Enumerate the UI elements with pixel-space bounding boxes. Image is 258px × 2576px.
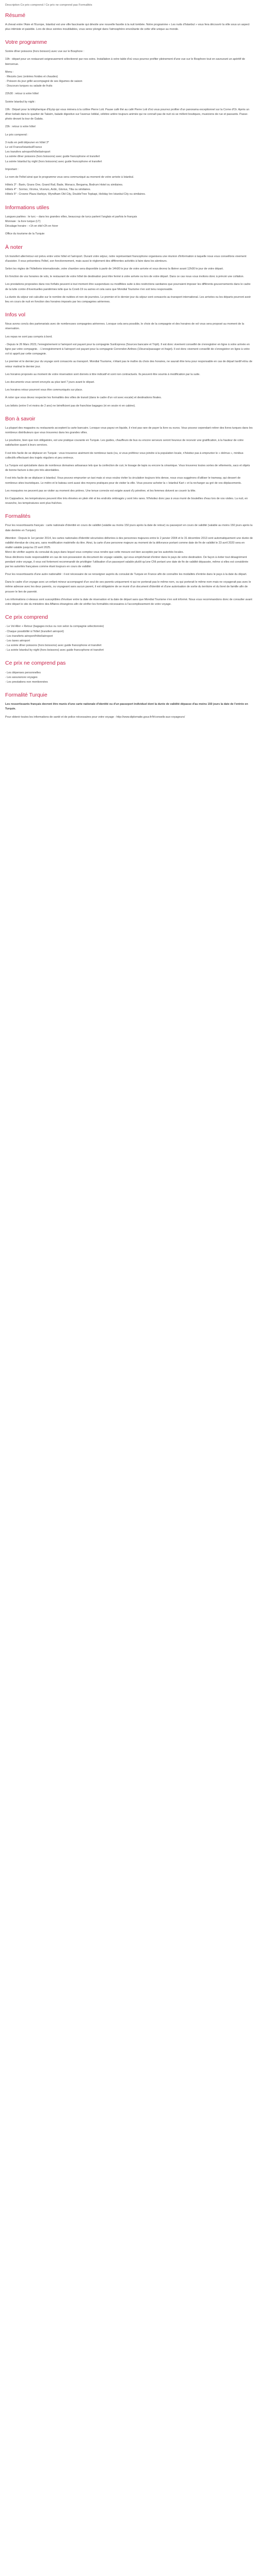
paragraph: Les prestations proposées dans nos forfaits peuvent à tout moment être suspendues ou modifiées suite à des restrictions sanitaires que pourraient imposer les différents gouvernements dans le cadre de la lutte contre d'éventuelles pandémies telle que la Covid-19 ou autres et cela sans que Mondial Tourisme n'en soit tenu responsable. <box>5 283 251 291</box>
paragraph: 19h : départ pour un restaurant soigneusement sélectionné par nos soins. Installation à votre table d'où vous pourrez profiter pleinement d'une vue sur le Bosphore tout en savourant un apéritif de bienvenue. <box>5 58 245 66</box>
paragraph: Les repas ne sont pas compris à bord. <box>5 335 53 338</box>
section-title-formalites: Formalités <box>5 513 31 520</box>
paragraph: La Turquie est spécialisée dans de nombreux domaines artisanaux tels que la confection de cuir, le tissage de tapis ou encore la céramique. Vous trouverez toutes sortes de vêtements, sacs et objets de bonne facture à des prix très abordables. <box>5 464 250 472</box>
paragraph: Nous avons conclu des partenariats avec de nombreuses compagnies aériennes. Lorsque cela sera possible, le choix de la compagnie et des horaires de vol vous sera proposé au moment de la réservation. <box>5 323 244 331</box>
section-formalites <box>5 513 253 607</box>
list-item: - Chaque possibilité à l'hôtel (transfert aéroport) <box>5 630 64 633</box>
paragraph: Le pourboire, bien que non obligatoire, est une pratique courante en Turquie. Les guides, chauffeurs de bus ou encore serveurs seront heureux de recevoir une gratification, à la hauteur de votre satisfaction quant à leurs services. <box>5 439 244 447</box>
paragraph: Office du tourisme de la Turquie <box>5 232 45 236</box>
section-title-vol: Infos vol <box>5 312 26 318</box>
section-ne-comprend <box>5 660 253 685</box>
list-item: - Les prestations non mentionnées <box>5 680 48 684</box>
paragraph: À noter que vous devez respecter les formalités des villes de transit (dans le cadre d'un vol avec escale) et destinations finales. <box>5 396 162 400</box>
paragraph: Les bébés (entre 0 et moins de 2 ans) ne bénéficient pas de franchise bagages (ni en soute ni en cabine). <box>5 404 136 408</box>
section-title-resume: Résumé <box>5 12 26 19</box>
paragraph: Menu : · Mezzés (sec (entrées froides et chaudes) · Poisson du jour grillé accompagné de ses légumes de saison · Douceurs turques ou salade de fruits <box>5 70 83 88</box>
section-title-comprend: Ce prix comprend <box>5 614 48 621</box>
list-item: - Le Vol Aller + Retour (bagages inclus ou non selon la compagnie sélectionnée) <box>5 625 104 629</box>
list-item: - Les dépenses personnelles <box>5 671 41 674</box>
paragraph: 3 nuits en petit déjeuner en hôtel 3* Le vol France/Istanbul/France Les transfers aéroport/hôtel/aéroport La soirée dîner poissons (hors boissons) avec guide francophone et transfert La soirée Istanbul by night (hors boissons) avec guide francophone et transfert <box>5 141 102 163</box>
section-title-programme: Votre programme <box>5 39 47 45</box>
page <box>0 0 258 728</box>
paragraph: Soirée Istanbul by night : <box>5 100 36 104</box>
paragraph: Le nom de l'hôtel ainsi que le programme vous sera communiqué au moment de votre arrivée à Istanbul. <box>5 175 134 179</box>
breadcrumb: Description Ce prix comprend / Ce prix ne comprend pas Formalités <box>5 4 92 7</box>
paragraph: Pour les ressortissants français : carte nationale d'identité en cours de validité (valable au moins 150 jours après la date de retour) ou passeport en cours de validité (valable au moins 150 jours après la date dentrée en Turquie). <box>5 524 253 532</box>
section-title-noter: À noter <box>5 244 23 250</box>
paragraph: - Depuis le 26 Mars 2023, l'enregistrement à l'aéroport est payant pour la compagnie SunExpress (Sources bancaire et Tripli). Il est donc vivement conseillé de s'enregistrer en ligne à votre arrivée en ligne par votre compagnie. - L'enregistrement à l'aéroport est payant pour la compagnie Correndon Airlines (10euros/passager et /trajet). Il est donc vivement conseillé de s'enregistrer en ligne à votre vol ici apprit par cette compagnie. <box>5 343 250 356</box>
paragraph: Les horaires proposés au moment de votre réservation sont donnés à titre indicatif et sont non contractuels. Ils peuvent être soumis à modification par la suite. <box>5 372 200 376</box>
paragraph: Les mosquées ne peuvent pas se visiter au moment des prières. Une tenue correcte est exigée avant d'y pénétrer, et les femmes doivent se couvrir la tête. <box>5 489 196 493</box>
section-title-turquie: Formalité Turquie <box>5 692 47 699</box>
list-item: - Les taxes aéroport <box>5 639 30 642</box>
paragraph: Il est très facile de se déplacer en Turquie : vous trouverez aisément de nombreux taxis (ou, si vous préférez vous joindre à la population locale, n'hésitez pas à emprunter le « dolmus », minibus collectifs effectuant des trajets réguliers et peu onéreux. <box>5 451 244 460</box>
list-item: - La soirée Istanbul by night (hors boissons) avec guide francophone et transfert <box>5 649 104 652</box>
section-turquie <box>5 692 253 720</box>
section-title-savoir: Bon à savoir <box>5 415 36 422</box>
section-vol <box>5 312 253 409</box>
paragraph: Les horaires retour pourront vous être communiqués sur place. <box>5 388 83 392</box>
paragraph: Les documents vous seront envoyés au plus tard 7 jours avant le départ. <box>5 380 95 384</box>
paragraph: Soirée dîner poissons (hors boisson) avec vue sur le Bosphore : <box>5 50 85 54</box>
section-comprend <box>5 614 253 653</box>
section-programme <box>5 39 253 197</box>
paragraph: 22h30 : retour à votre hôtel <box>5 92 39 96</box>
paragraph: Langues parlées : le turc – dans les grandes villes, beaucoup de turcs parlent l'anglais et parfois le français Monnaie : la livre turque (LT) Décalage horaire : +1h en été/+2h en hiver <box>5 215 137 228</box>
paragraph: Dans le cadre d'un voyage avec un enfant mineur accompagné d'un seul de ses parents uniquement ni qui ne porterait pas le même nom, ou qui porterait le même nom mais ne voyagerait pas avec le même adresse avec les deux parents, ou voyageant sans aucun parent, il est obligatoire de se munir d'un document d'identité et d'une autorisation de sortie du territoire et du livret de famille afin de prouver le lien de parenté. <box>5 581 251 594</box>
paragraph: Hôtels 3* : Barin, Grans One, Grand Rail, Bade, Monaco, Bergama, Bodrum Hotel ou similaires. Hôtels 4* : Sorriso, Viroma, Vicenzo, Ardic, Glorius, Tilia ou similaires. Hôtels 5* : Crowne Plaza Harbiye, Wyndham Old City, DoubleTree Topkapi, Holiday Inn Istanbul City ou similaires. <box>5 183 146 196</box>
paragraph: En fonction de vos horaires de vols, le restaurant de votre hôtel de destination peut être fermé à votre arrivée ou lors de votre départ. Dans ce cas nous vous invitons donc à prévoir une collation. <box>5 275 244 279</box>
section-savoir <box>5 416 253 506</box>
paragraph: Il est très facile de se déplacer à Istanbul. Vous pouvez emprunter un taxi mais si vous voulez éviter la circulation toujours très dense, nous vous suggérons d'utiliser le tramway, qui dessert de nombreux sites touristiques. Le métro et le bateau sont aussi des moyens pratiques pour de visiter la ville. Vous pouvez acheter la « Istanbul Kart » et la recharger au gré de vos déplacements. <box>5 477 242 485</box>
section-noter <box>5 244 253 305</box>
included-list <box>5 624 253 653</box>
paragraph: Attention : Depuis le 1er janvier 2014, les cartes nationales d'identité sécurisées délivrées à des personnes majeures entre le 2 janvier 2004 et le 31 décembre 2013 sont automatiquement une durée de validité étendue de cinq ans, sans modification matérielle du titre. Ainsi, la carte d'une personne majeure au moment de la délivrance portant comme date de fin de validité le 23 avril 2020 sera en réalité valable jusqu'au 23 avril 2025. Merci de vérifier auprès du consulat du pays dans lequel vous comptez vous rendre que cette mesure est bien acceptée par les autorités locales. Nous déclinons toute responsabilité en cas de non-possession du document de voyage valable, qui vous empêcherait d'entrer dans le pays de votre destination. De façon à éviter tout désagrément pendant votre voyage, il vous est fortement recommandé de privilégier l'utilisation d'un passeport valable plutôt qu'une CNI portant une date de fin de validité dépassée, même si elles est considérée par les autorités françaises comme étant toujours en cours de validité. <box>5 536 253 568</box>
section-resume <box>5 12 253 32</box>
paragraph: Le premier et le dernier jour du voyage sont consacrés au transport. Mondial Tourisme, n'étant pas le maître du choix des horaires, ne saurait être tenu pour responsable en cas de départ tardif et/ou de retour matinal le dernier jour. <box>5 360 252 368</box>
list-item: - Les transferts aéroport/hôtel/aéroport <box>5 634 53 638</box>
paragraph: Les ressortissants français devront être munis d'une carte nationale d'identité ou d'un passeport individuel dont la durée de validité dépasse d'au moins 150 jours la date de l'entrée en Turquie. <box>5 703 248 711</box>
section-title-infos: Informations utiles <box>5 204 50 211</box>
paragraph: A cheval entre l'Asie et l'Europe, Istanbul est une ville fascinante qui dévoile une nouvelle facette à la nuit tombée. Notre programme « Les nuits d'Istanbul » vous fera découvrir la ville sous un aspect plus intimiste et paisible. Lors de deux soirées inoubliables, vous serez plongé dans l'atmosphère envoûtante de cette ville unique au monde. <box>5 23 250 31</box>
list-item: - La soirée dîner poissons (hors boissons) avec guide francophone et transfert <box>5 644 102 648</box>
paragraph: En Cappadoce, les températures peuvent être très élevées en plein été et les endroits ombragés y sont très rares. N'hésitez donc pas à vous munir de bouteilles d'eau lors de vos visites. La nuit, en revanche, les températures sont plus fraîches. <box>5 497 248 505</box>
paragraph: Pour obtenir toutes les informations de santé et de police nécessaires pour votre voyage : http://www.diplomatie.gouv.fr/fr/conseils-aux-voyageurs/ <box>5 715 185 719</box>
paragraph: Un transfert aller/retour est prévu entre votre hôtel et l'aéroport. Durant votre séjour, notre représentant francophone organisera une réunion d'information à laquelle nous vous conseillons vivement d'assister. Il vous présentera l'hôtel, son fonctionnement, mais aussi le règlement des différentes activités à faire dans les alentours. <box>5 255 247 263</box>
paragraph: Les informations ci-dessus sont susceptibles d'évoluer entre la date de réservation et la date de départ sans que Mondial Tourisme n'en soit informé. Nous vous recommandons donc de consulter avant votre départ le site du ministère des Affaires étrangères afin de vérifier les formalités nécessaires à l'accomplissement de votre voyage. <box>5 598 252 606</box>
paragraph: 23h : retour à votre hôtel <box>5 125 36 129</box>
excluded-list <box>5 671 253 685</box>
paragraph: 19h : Départ pour la télépherique d'Eyüp qui vous mènera à la colline Pierre Loti. Pause café thé au café Pierre Loti d'où vous pourrez profiter d'un panorama exceptionnel sur la Corne d'Or. Après un dîner kebab dans le quartier de Taksim, balade digestive sur l'avenue Istiklal, célèbre artère toujours animée qui ne connaît pas de nuit où se mêlent boutiques, musiciens de rue et passants. Passe-photo devant la tour de Galata. <box>5 108 250 121</box>
paragraph: La durée du séjour est calculée sur le nombre de nuitées et non de journées. Le premier et le dernier jour du séjour sont consacrés au transport international. Les arrivées ou les départs pourront avoir lieu en cours de nuit en fonction des horaires imposés par les compagnies aériennes. <box>5 295 251 303</box>
paragraph: Selon les règles de l'hôtellerie internationale, votre chambre sera disponible à partir de 14h00 le jour de votre arrivée et vous devrez la libérer avant 12h00 le jour de votre départ. <box>5 267 224 270</box>
list-item: - Les assurances voyages <box>5 675 38 679</box>
section-title-ne-comprend: Ce prix ne comprend pas <box>5 660 66 667</box>
paragraph: Important : <box>5 167 19 171</box>
section-infos <box>5 205 253 237</box>
paragraph: La plupart des magasins ou restaurants acceptent la carte bancaire. Lorsque vous payez en liquide, il n'est pas rare de payer la livre ou euros. Vous pouvez cependant retirer des livres turques dans les nombreux distributeurs que vous trouverez dans les grandes villes. <box>5 426 253 434</box>
paragraph: Le prix comprend : <box>5 133 28 137</box>
paragraph: Pour les ressortissants d'une autre nationalité : il est nécessaire de se renseigner auprès du consulat de Turquie en France afin de connaître les modalités d'entrée dans le pays à la date du départ. <box>5 573 247 577</box>
